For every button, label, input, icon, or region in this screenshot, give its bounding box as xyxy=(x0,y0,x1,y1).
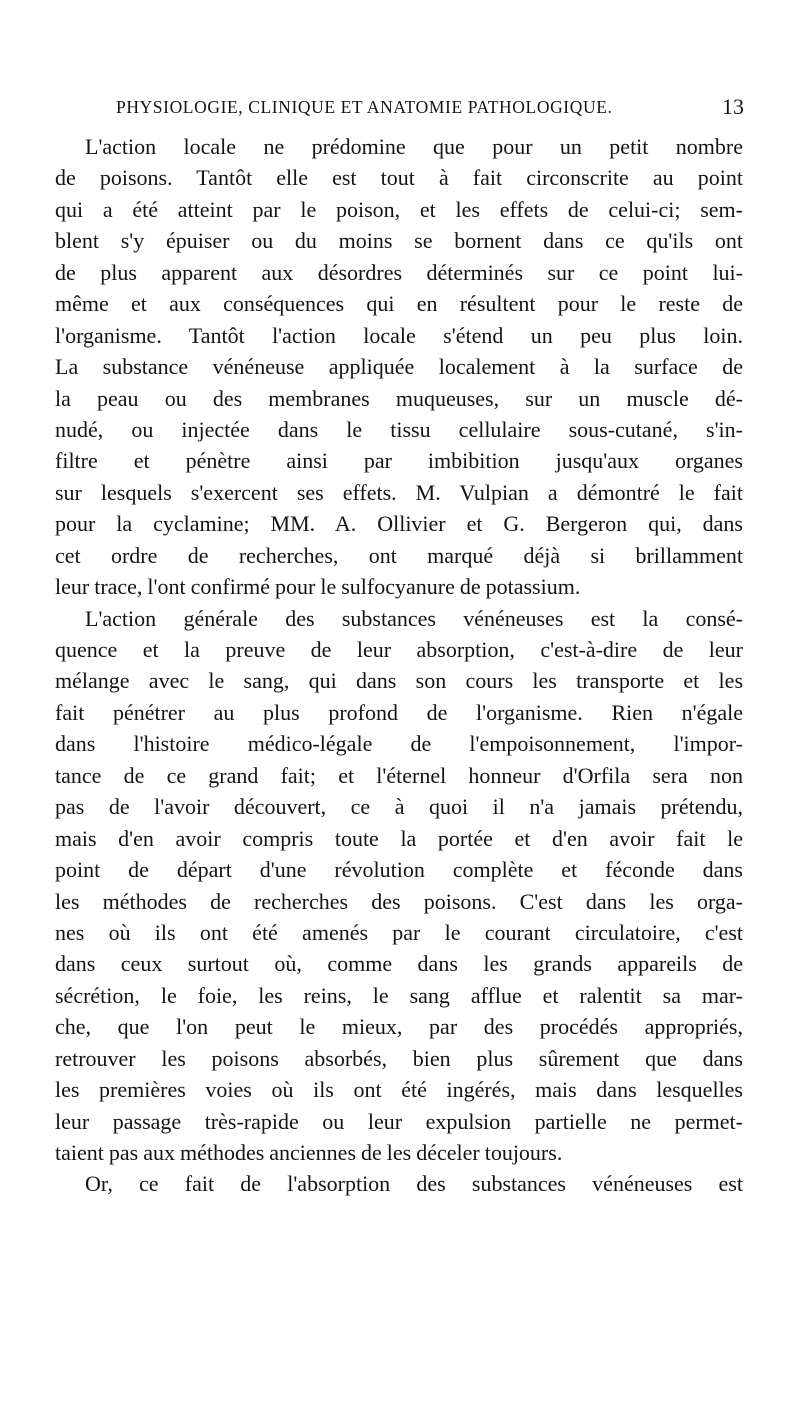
text-line: nes où ils ont été amenés par le courant circulatoire, c'est xyxy=(55,919,743,945)
text-line: L'action locale ne prédomine que pour un petit nombre xyxy=(85,134,743,159)
text-line: L'action générale des substances vénéneuses est la consé- xyxy=(85,605,743,631)
text-line: retrouver les poisons absorbés, bien plus sûrement que dans xyxy=(55,1045,743,1071)
text-line: sécrétion, le foie, les reins, le sang afflue et ralentit sa mar- xyxy=(55,982,743,1008)
text-line: leur passage très-rapide ou leur expulsion partielle ne permet- xyxy=(55,1108,743,1134)
text-line: dans l'histoire médico-légale de l'empoisonnement, l'impor- xyxy=(55,731,743,757)
text-line: qui a été atteint par le poison, et les effets de celui-ci; sem- xyxy=(55,196,743,222)
text-line: che, que l'on peut le mieux, par des procédés appropriés, xyxy=(55,1014,743,1040)
text-line: filtre et pénètre ainsi par imbibition jusqu'aux organes xyxy=(55,448,743,474)
text-line: la peau ou des membranes muqueuses, sur un muscle dé- xyxy=(55,385,743,411)
text-line: Or, ce fait de l'absorption des substances vénéneuses est xyxy=(85,1171,743,1197)
text-line: sur lesquels s'exercent ses effets. M. Vulpian a démontré le fait xyxy=(55,479,743,505)
text-line: leur trace, l'ont confirmé pour le sulfocyanure de potassium. xyxy=(55,574,581,600)
text-line: pour la cyclamine; MM. A. Ollivier et G. Bergeron qui, dans xyxy=(55,511,743,537)
text-line: fait pénétrer au plus profond de l'organisme. Rien n'égale xyxy=(55,699,743,725)
text-line: point de départ d'une révolution complète et féconde dans xyxy=(55,857,743,883)
text-line: de poisons. Tantôt elle est tout à fait circonscrite au point xyxy=(55,165,743,191)
text-line: mélange avec le sang, qui dans son cours les transporte et les xyxy=(55,668,743,694)
text-line: blent s'y épuiser ou du moins se bornent dans ce qu'ils ont xyxy=(55,228,743,254)
text-line: même et aux conséquences qui en résultent pour le reste de xyxy=(55,291,743,317)
text-line: quence et la preuve de leur absorption, c'est-à-dire de leur xyxy=(55,637,743,662)
page-number: 13 xyxy=(722,94,744,119)
text-line: tance de ce grand fait; et l'éternel honneur d'Orfila sera non xyxy=(55,762,743,788)
text-line: mais d'en avoir compris toute la portée et d'en avoir fait le xyxy=(55,825,743,851)
text-line: taient pas aux méthodes anciennes de les déceler toujours. xyxy=(55,1140,563,1165)
text-line: pas de l'avoir découvert, ce à quoi il n'a jamais prétendu, xyxy=(55,794,743,820)
text-line: dans ceux surtout où, comme dans les grands appareils de xyxy=(55,951,743,977)
text-line: l'organisme. Tantôt l'action locale s'étend un peu plus loin. xyxy=(55,322,743,348)
text-line: les méthodes de recherches des poisons. C'est dans les orga- xyxy=(55,888,743,914)
running-title: PHYSIOLOGIE, CLINIQUE ET ANATOMIE PATHOLOGIQUE. xyxy=(116,97,613,117)
text-line: cet ordre de recherches, ont marqué déjà si brillamment xyxy=(55,542,743,568)
text-line: La substance vénéneuse appliquée localement à la surface de xyxy=(55,354,743,380)
text-line: nudé, ou injectée dans le tissu cellulaire sous-cutané, s'in- xyxy=(55,416,743,442)
text-line: les premières voies où ils ont été ingérés, mais dans lesquelles xyxy=(55,1077,743,1103)
text-line: de plus apparent aux désordres déterminés sur ce point lui- xyxy=(55,259,743,285)
running-header xyxy=(116,93,744,121)
body-text xyxy=(55,131,743,1200)
